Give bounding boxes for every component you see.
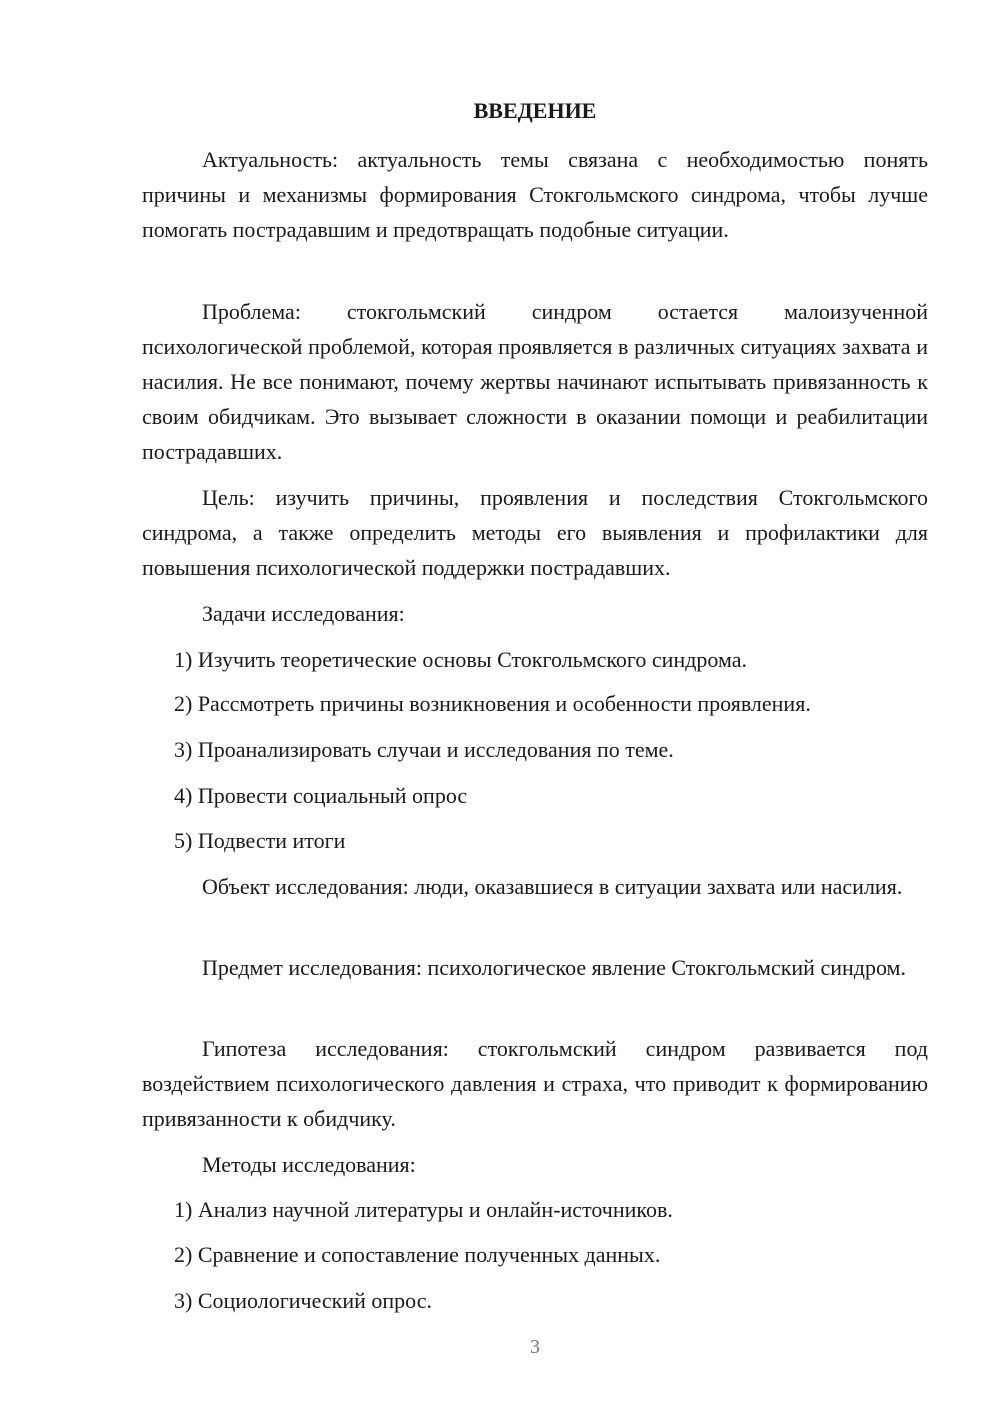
relevance-paragraph: Актуальность: актуальность темы связана с необходимостью понять причины и механизмы формирования Стокгольмского синдрома, чтобы лучше помогать пострадавшим и предотвращать подобные ситуации. [142,147,928,242]
method-item-2: 2) Сравнение и сопоставление полученных данных. [174,1242,661,1267]
task-item-5: 5) Подвести итоги [174,828,346,853]
task-item-2: 2) Рассмотреть причины возникновения и особенности проявления. [174,691,811,716]
method-item-1: 1) Анализ научной литературы и онлайн-источников. [174,1197,673,1222]
page-number: 3 [530,1336,540,1358]
task-item-1: 1) Изучить теоретические основы Стокгольмского синдрома. [174,647,748,672]
method-item-3: 3) Социологический опрос. [174,1288,432,1313]
methods-title: Методы исследования: [202,1152,416,1177]
problem-paragraph: Проблема: стокгольмский синдром остается малоизученной психологической проблемой, которая проявляется в различных ситуациях захвата и насилия. Не все понимают, почему жертвы начинают испытывать привязанность к своим обидчикам. Это вызывает сложности в оказании помощи и реабилитации пострадавших. [142,299,928,464]
subject-paragraph: Предмет исследования: психологическое явление Стокгольмский синдром. [202,955,906,980]
task-item-4: 4) Провести социальный опрос [174,783,468,808]
tasks-title: Задачи исследования: [202,601,405,626]
goal-paragraph: Цель: изучить причины, проявления и последствия Стокгольмского синдрома, а также определить методы его выявления и профилактики для повышения психологической поддержки пострадавших. [142,485,928,580]
document-page [142,0,928,1414]
page-title: ВВЕДЕНИЕ [473,98,597,123]
task-item-3: 3) Проанализировать случаи и исследования по теме. [174,737,674,762]
object-paragraph: Объект исследования: люди, оказавшиеся в ситуации захвата или насилия. [202,874,903,899]
hypothesis-paragraph: Гипотеза исследования: стокгольмский синдром развивается под воздействием психологического давления и страха, что приводит к формированию привязанности к обидчику. [142,1036,928,1131]
